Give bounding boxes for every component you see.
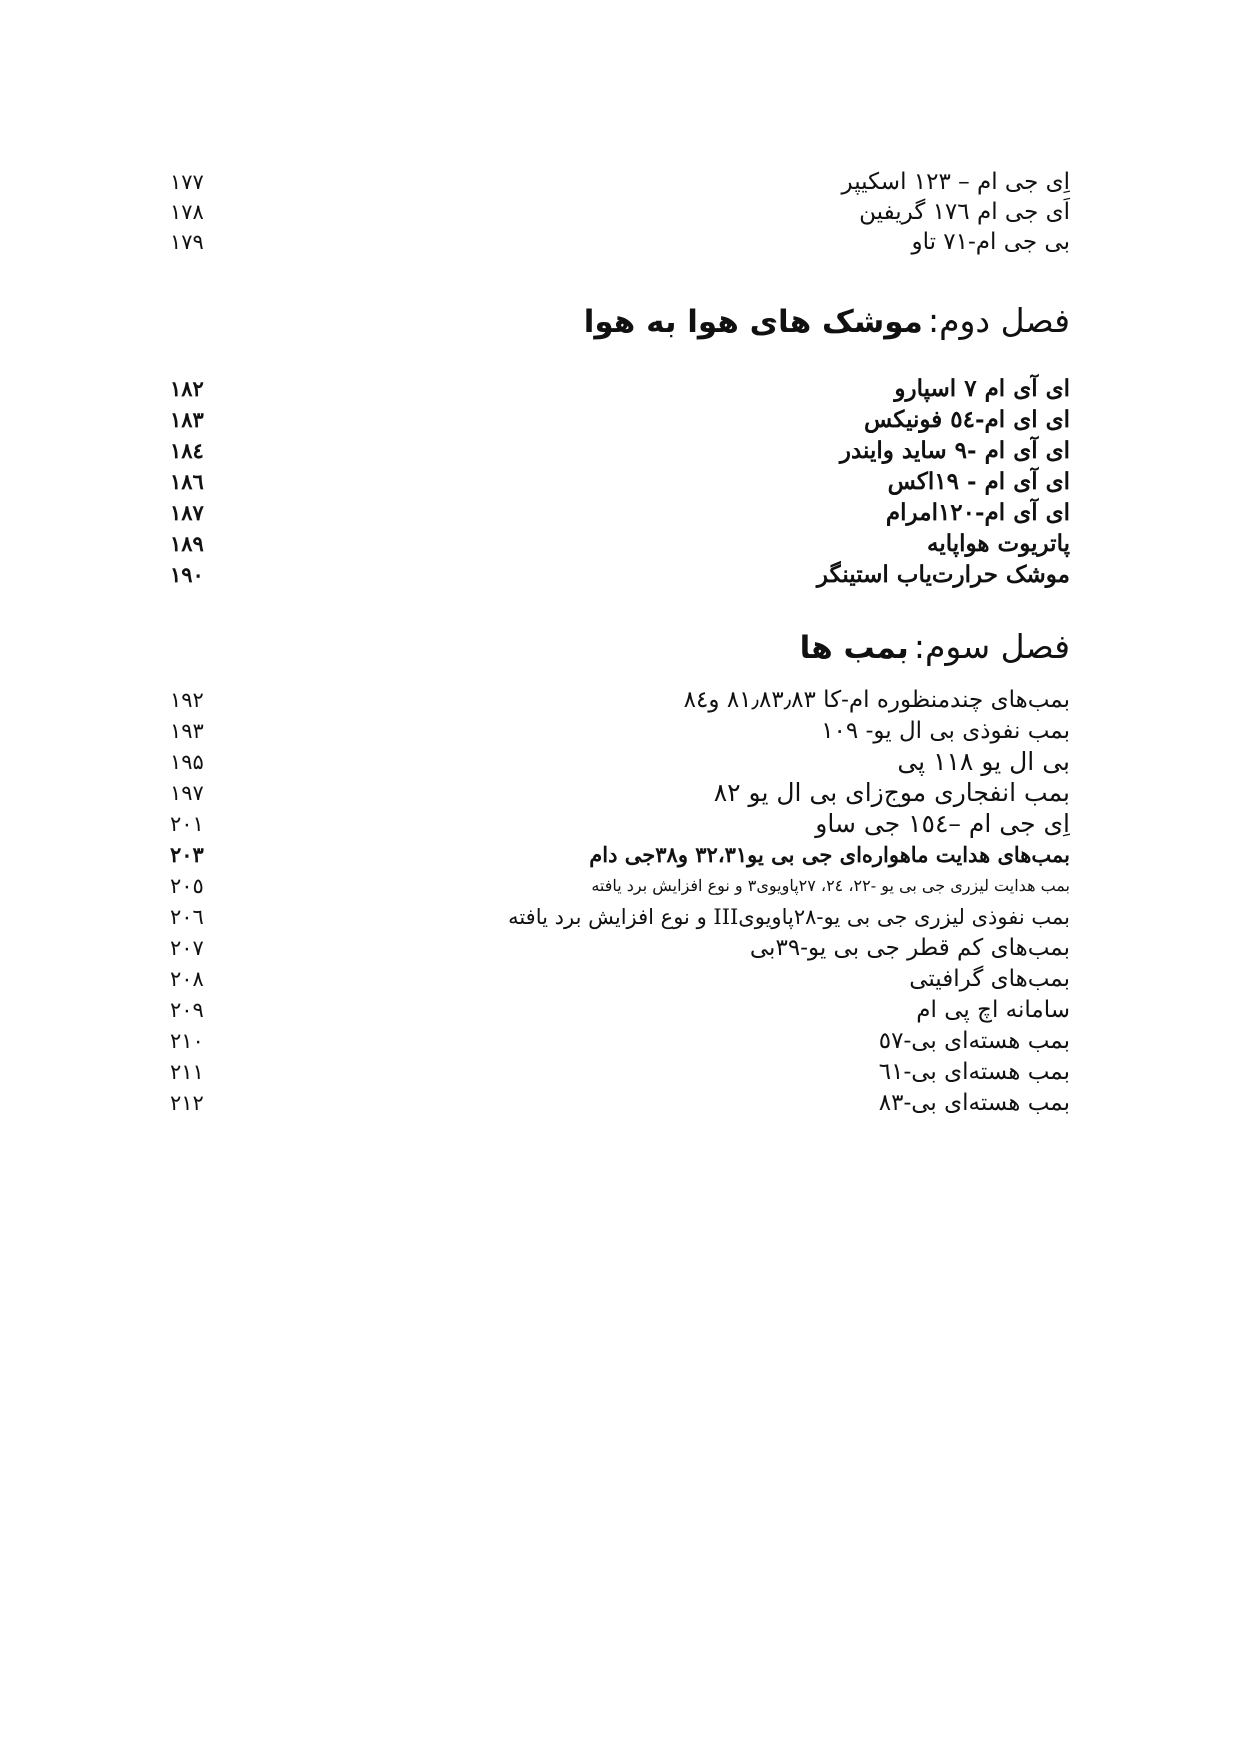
toc-entry-page: ۱۸٤ [170,438,204,463]
toc-entry-page: ۲۰۸ [170,967,204,991]
toc-entry-page: ۲۰٥ [170,874,204,898]
toc-entry-title: بمب‌های گرافیتی [909,966,1070,992]
toc-entry-title: ای آی ام - ۱۹اکس [887,468,1070,495]
toc-entry-page: ۱۷۸ [170,200,204,224]
toc-entry-page: ۱۸٦ [170,469,204,494]
toc-entry-title: بمب هدایت لیزری جی بی یو -۲۲، ۲٤، ۲۷پاویوی۳ و نوع افزایش برد یافته [591,876,1070,895]
chapter-colon: : [927,301,940,340]
toc-entry [170,931,1070,965]
toc-entry-title: بمب نفوذی بی ال یو- ۱۰۹ [821,718,1070,744]
toc-entry [170,225,1070,259]
toc-entry [170,869,1070,903]
toc-entry-title: ای آی ام-۱۲۰امرام [885,499,1070,526]
toc-entry-page: ۱۷۷ [170,170,204,194]
toc-entry-title: موشک حرارت‌یاب استینگر [816,561,1070,588]
toc-entry-page: ۲۱۱ [170,1060,204,1084]
toc-entry-page: ۲۰۷ [170,936,204,960]
toc-entry-title: ای آی ام ۷ اسپارو [894,375,1070,402]
toc-entry-page: ۱۸۹ [170,531,204,556]
toc-entry [170,1024,1070,1058]
toc-entry-title: بی جی ام-۷۱ تاو [911,229,1070,255]
toc-entry-page: ۲۱۰ [170,1029,204,1053]
chapter-colon: : [913,627,925,666]
toc-entry-title: ای آی ام -۹ ساید وایندر [839,437,1070,464]
toc-entry [170,993,1070,1027]
toc-entry-page: ۱۹۲ [170,688,204,712]
chapter-heading [800,622,1070,672]
toc-entry-title: بی ال یو ۱۱۸ پی [897,747,1070,776]
toc-entry [170,807,1070,841]
toc-entry-page: ۱۸۳ [170,407,204,432]
chapter-title: بمب ها [799,630,909,666]
toc-entry-page: ۱۸۷ [170,500,204,525]
toc-entry-title: بمب هسته‌ای بی-٥٧ [878,1028,1070,1054]
toc-entry-title: بمب انفجاری موج‌زای بی ال یو ۸۲ [713,778,1070,807]
toc-entry [170,714,1070,748]
toc-entry-title: پاتریوت هواپایه [927,530,1070,557]
toc-entry [170,776,1070,810]
toc-entry [170,195,1070,229]
toc-entry [170,165,1070,199]
toc-entry-page: ۱۸۲ [170,376,204,401]
toc-entry [170,683,1070,717]
toc-entry-title: بمب‌های کم قطر جی بی یو-۳۹بی [749,935,1070,961]
toc-entry [170,558,1070,592]
toc-entry [170,372,1070,406]
toc-entry-page: ۲۰٦ [170,905,204,929]
toc-entry-title: بمب هسته‌ای بی-٦١ [878,1059,1070,1085]
toc-entry [170,527,1070,561]
toc-entry-page: ۲۰۳ [170,842,204,867]
chapter-heading [584,296,1070,346]
toc-entry-page: ۲۱۲ [170,1091,204,1115]
toc-entry-page: ۱۹۳ [170,719,204,743]
toc-entry-title: بمب‌های چندمنظوره ام-کا ۸۱٫۸۳٫۸۳ و۸٤ [683,687,1070,713]
toc-entry-title: اَی جی ام ۱۷٦ گریفین [859,199,1070,225]
toc-entry-title: بمب هسته‌ای بی-۸۳ [878,1090,1070,1116]
toc-entry [170,900,1070,934]
toc-entry-title: سامانه اچ پی ام [916,997,1070,1023]
toc-entry-page: ۱۹۵ [170,750,204,774]
toc-entry [170,1055,1070,1089]
toc-entry [170,434,1070,468]
toc-entry-page: ۲۰۱ [170,812,204,836]
toc-entry-title: ای ای ام-٥٤ فونیکس [864,406,1070,433]
toc-entry [170,1086,1070,1120]
toc-entry [170,838,1070,872]
toc-entry [170,403,1070,437]
toc-entry-title: بمب‌های هدایت ماهواره‌ای جی بی یو۳۲،۳۱ و۳۸جی دام [589,842,1070,867]
chapter-title: موشک های هوا به هوا [583,304,923,340]
toc-entry [170,962,1070,996]
chapter-label: فصل سوم [924,627,1070,666]
toc-entry [170,496,1070,530]
chapter-label: فصل دوم [939,301,1070,340]
toc-entry-page: ۱۹۷ [170,781,204,805]
toc-entry-page: ۱۷۹ [170,230,204,254]
toc-entry-page: ۱۹۰ [170,562,204,587]
toc-entry-title: بمب نفوذی لیزری جی بی یو-۲۸پاویویIII و نوع افزایش برد یافته [508,905,1070,929]
toc-entry-title: اِی جی ام – ۱۲۳ اسکیپر [841,169,1070,195]
toc-entry-title: اِی جی ام –۱٥٤ جی ساو [815,809,1070,838]
toc-entry [170,745,1070,779]
toc-entry [170,465,1070,499]
toc-entry-page: ۲۰۹ [170,998,204,1022]
